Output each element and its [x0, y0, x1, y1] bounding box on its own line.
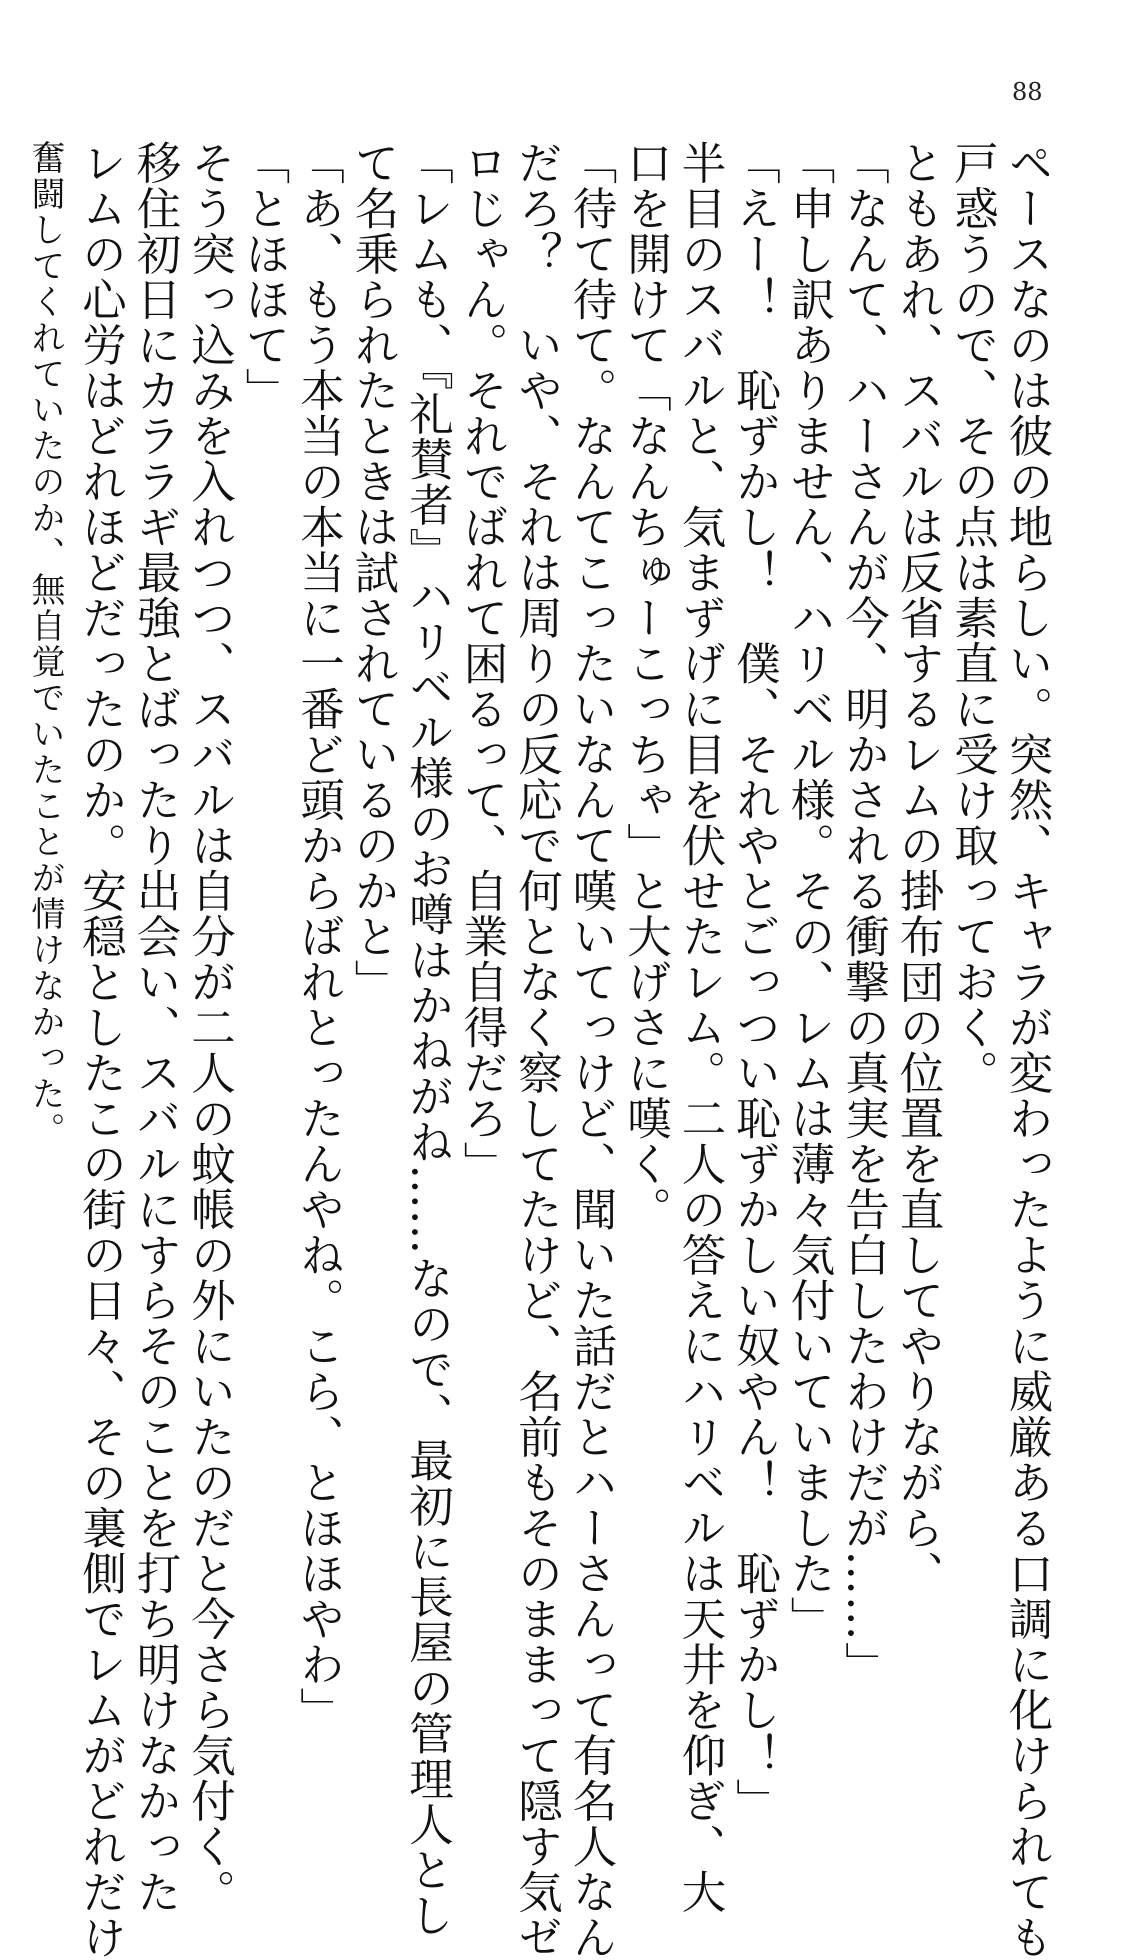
- text-line: だろ？ いや、それは周りの反応で何となく察してたけど、名前もそのままって隠す気ゼ: [510, 140, 562, 1960]
- text-line: レムの心労はどれほどだったのか。安穏としたこの街の日々、その裏側でレムがどれだけ: [74, 140, 126, 1960]
- text-line: 「あ、もう本当の本当に一番ど頭からばれとったんやね。こら、とほほやわ」: [292, 140, 344, 1733]
- text-line: ともあれ、スバルは反省するレムの掛布団の位置を直してやりながら、: [892, 140, 943, 1596]
- text-line: 口を開けて「なんちゅーこっちゃ」と大げさに嘆く。: [619, 140, 671, 1232]
- text-line: ペースなのは彼の地らしい。突然、キャラが変わったように威厳ある口調に化けられても: [1001, 140, 1052, 1960]
- page-number: 88: [1012, 78, 1043, 106]
- text-line: 移住初日にカララギ最強とばったり出会い、スバルにすらそのことを打ち明けなかった: [129, 140, 180, 1915]
- text-line: 戸惑うので、その点は素直に受け取っておく。: [946, 140, 998, 1096]
- text-line: そう突っ込みを入れつつ、スバルは自分が二人の蚊帳の外にいたのだと今さら気付く。: [183, 140, 235, 1915]
- text-line: 「待て待て。なんてこったいなんて嘆いてっけど、聞いた話だとハーさんって有名人なん: [565, 140, 616, 1960]
- vertical-text-body: [25, 140, 1053, 1960]
- text-line: 半目のスバルと、気まずげに目を伏せたレム。二人の答えにハリベルは天井を仰ぎ、大: [674, 140, 725, 1915]
- text-line: 「なんて、ハーさんが今、明かされる衝撃の真実を告白したわけだが……」: [837, 140, 889, 1687]
- text-line: 「えー！ 恥ずかし！ 僕、それやとごっつい恥ずかしい奴やん！ 恥ずかし！」: [728, 140, 780, 1824]
- text-line: ロじゃん。それでばれて困るって、自業自得だろ」: [456, 140, 507, 1187]
- text-line: て名乗られたときは試されているのかと」: [347, 140, 398, 1005]
- text-line: 「申し訳ありません、ハリベル様。その、レムは薄々気付いていました」: [783, 140, 834, 1642]
- text-line: 「レムも、『礼賛者』ハリベル様のお噂はかねがね……なので、最初に長屋の管理人とし: [401, 140, 453, 1938]
- text-line: 「とほほて」: [238, 140, 289, 413]
- text-line: 奮闘してくれていたのか、無自覚でいたことが情けなかった。: [25, 140, 65, 1148]
